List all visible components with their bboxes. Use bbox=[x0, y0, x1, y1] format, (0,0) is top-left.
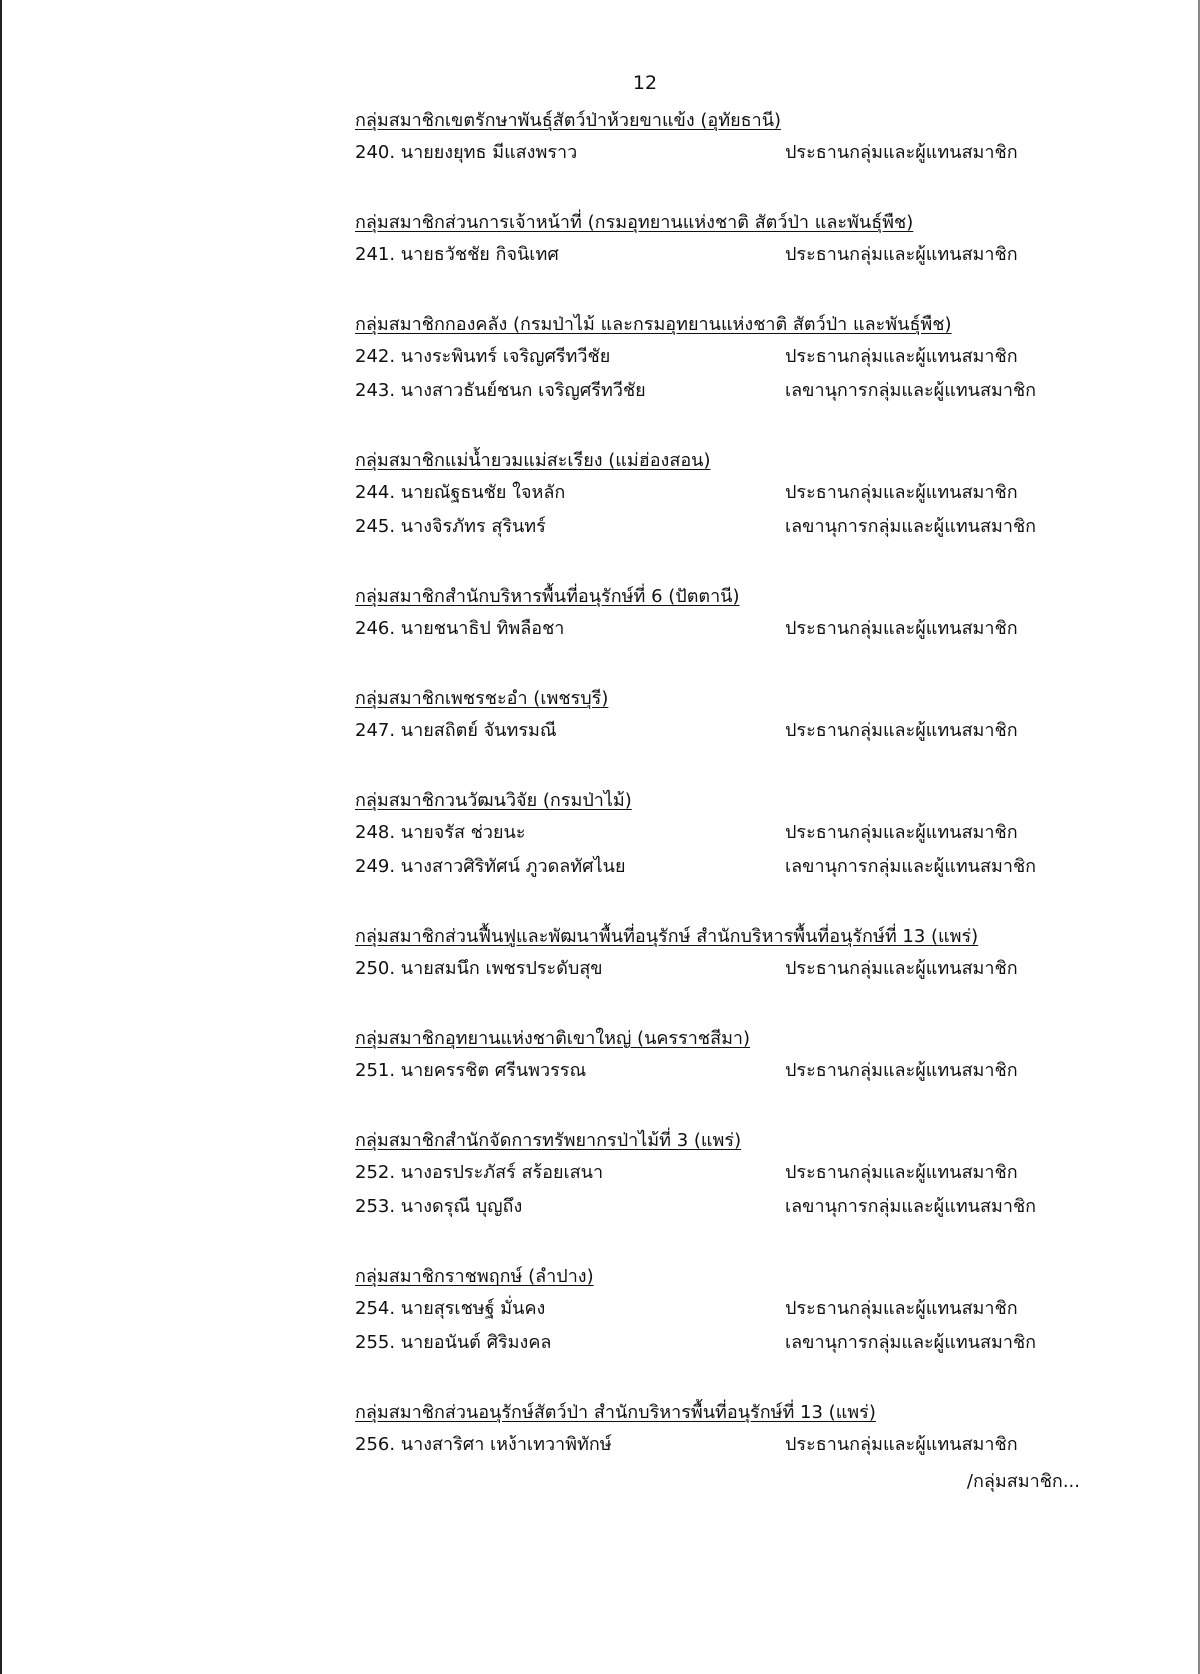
member-name: 252. นางอรประภัสร์ สร้อยเสนา bbox=[355, 1162, 604, 1183]
member-name: 247. นายสถิตย์ จันทรมณี bbox=[355, 720, 557, 741]
member-role: ประธานกลุ่มและผู้แทนสมาชิก bbox=[785, 958, 1018, 979]
member-row bbox=[355, 816, 1095, 850]
member-role: ประธานกลุ่มและผู้แทนสมาชิก bbox=[785, 822, 1018, 843]
group-title: กลุ่มสมาชิกราชพฤกษ์ (ลำปาง) bbox=[355, 1266, 594, 1287]
member-row bbox=[355, 1156, 1095, 1190]
group-title: กลุ่มสมาชิกสำนักบริหารพื้นที่อนุรักษ์ที่ 6 (ปัตตานี) bbox=[355, 586, 740, 607]
member-name: 254. นายสุรเชษฐ์ มั่นคง bbox=[355, 1298, 546, 1319]
group-title: กลุ่มสมาชิกเพชรชะอำ (เพชรบุรี) bbox=[355, 688, 609, 709]
group-title: กลุ่มสมาชิกแม่น้ำยวมแม่สะเรียง (แม่ฮ่องสอน) bbox=[355, 450, 711, 471]
member-name: 243. นางสาวธันย์ชนก เจริญศรีทวีชัย bbox=[355, 380, 646, 401]
group-title: กลุ่มสมาชิกสำนักจัดการทรัพยากรป่าไม้ที่ 3 (แพร่) bbox=[355, 1130, 742, 1151]
scan-left-edge bbox=[0, 0, 2, 1674]
member-name: 244. นายณัฐธนชัย ใจหลัก bbox=[355, 482, 566, 503]
member-name: 256. นางสาริศา เหง้าเทวาพิทักษ์ bbox=[355, 1434, 612, 1455]
member-row bbox=[355, 340, 1095, 374]
member-name: 249. นางสาวศิริทัศน์ ภูวดลทัศไนย bbox=[355, 856, 626, 877]
member-group bbox=[355, 446, 1095, 544]
member-row bbox=[355, 510, 1095, 544]
member-role: เลขานุการกลุ่มและผู้แทนสมาชิก bbox=[785, 516, 1037, 537]
member-group bbox=[355, 922, 1095, 986]
group-title: กลุ่มสมาชิกส่วนอนุรักษ์สัตว์ป่า สำนักบริหารพื้นที่อนุรักษ์ที่ 13 (แพร่) bbox=[355, 1402, 876, 1423]
member-name: 248. นายจรัส ช่วยนะ bbox=[355, 822, 526, 843]
group-title: กลุ่มสมาชิกเขตรักษาพันธุ์สัตว์ป่าห้วยขาแข้ง (อุทัยธานี) bbox=[355, 110, 782, 131]
member-name: 245. นางจิรภัทร สุรินทร์ bbox=[355, 516, 546, 537]
member-row bbox=[355, 850, 1095, 884]
member-group bbox=[355, 310, 1095, 408]
member-row bbox=[355, 374, 1095, 408]
member-name: 241. นายธวัชชัย กิจนิเทศ bbox=[355, 244, 559, 265]
member-group bbox=[355, 1126, 1095, 1224]
member-row bbox=[355, 476, 1095, 510]
group-title: กลุ่มสมาชิกส่วนการเจ้าหน้าที่ (กรมอุทยานแห่งชาติ สัตว์ป่า และพันธุ์พืช) bbox=[355, 212, 914, 233]
member-group bbox=[355, 684, 1095, 748]
member-group bbox=[355, 208, 1095, 272]
member-row bbox=[355, 1428, 1095, 1462]
member-role: ประธานกลุ่มและผู้แทนสมาชิก bbox=[785, 482, 1018, 503]
member-name: 253. นางดรุณี บุญถึง bbox=[355, 1196, 523, 1217]
member-row bbox=[355, 952, 1095, 986]
member-role: ประธานกลุ่มและผู้แทนสมาชิก bbox=[785, 142, 1018, 163]
member-role: เลขานุการกลุ่มและผู้แทนสมาชิก bbox=[785, 1332, 1037, 1353]
member-name: 251. นายครรชิต ศรีนพวรรณ bbox=[355, 1060, 587, 1081]
member-role: ประธานกลุ่มและผู้แทนสมาชิก bbox=[785, 346, 1018, 367]
member-group-list bbox=[355, 106, 1095, 1500]
member-role: ประธานกลุ่มและผู้แทนสมาชิก bbox=[785, 1298, 1018, 1319]
member-role: เลขานุการกลุ่มและผู้แทนสมาชิก bbox=[785, 856, 1037, 877]
member-row bbox=[355, 1190, 1095, 1224]
member-role: เลขานุการกลุ่มและผู้แทนสมาชิก bbox=[785, 1196, 1037, 1217]
member-name: 255. นายอนันต์ ศิริมงคล bbox=[355, 1332, 552, 1353]
member-name: 240. นายยงยุทธ มีแสงพราว bbox=[355, 142, 578, 163]
group-title: กลุ่มสมาชิกวนวัฒนวิจัย (กรมป่าไม้) bbox=[355, 790, 632, 811]
member-role: ประธานกลุ่มและผู้แทนสมาชิก bbox=[785, 618, 1018, 639]
member-role: ประธานกลุ่มและผู้แทนสมาชิก bbox=[785, 1162, 1018, 1183]
member-group bbox=[355, 106, 1095, 170]
continuation-note: /กลุ่มสมาชิก... bbox=[966, 1471, 1080, 1492]
member-group bbox=[355, 1398, 1095, 1462]
member-group bbox=[355, 1262, 1095, 1360]
member-role: ประธานกลุ่มและผู้แทนสมาชิก bbox=[785, 1060, 1018, 1081]
group-title: กลุ่มสมาชิกกองคลัง (กรมป่าไม้ และกรมอุทยานแห่งชาติ สัตว์ป่า และพันธุ์พืช) bbox=[355, 314, 952, 335]
group-title: กลุ่มสมาชิกอุทยานแห่งชาติเขาใหญ่ (นครราชสีมา) bbox=[355, 1028, 751, 1049]
member-name: 250. นายสมนึก เพชรประดับสุข bbox=[355, 958, 603, 979]
member-row bbox=[355, 136, 1095, 170]
member-row bbox=[355, 1054, 1095, 1088]
member-role: เลขานุการกลุ่มและผู้แทนสมาชิก bbox=[785, 380, 1037, 401]
member-row bbox=[355, 1292, 1095, 1326]
group-title: กลุ่มสมาชิกส่วนฟื้นฟูและพัฒนาพื้นที่อนุรักษ์ สำนักบริหารพื้นที่อนุรักษ์ที่ 13 (แพร่) bbox=[355, 926, 979, 947]
member-role: ประธานกลุ่มและผู้แทนสมาชิก bbox=[785, 244, 1018, 265]
member-group bbox=[355, 786, 1095, 884]
page-number: 12 bbox=[632, 72, 658, 94]
member-row bbox=[355, 612, 1095, 646]
member-row bbox=[355, 714, 1095, 748]
member-role: ประธานกลุ่มและผู้แทนสมาชิก bbox=[785, 720, 1018, 741]
member-group bbox=[355, 1024, 1095, 1088]
member-name: 246. นายชนาธิป ทิพลือชา bbox=[355, 618, 565, 639]
member-name: 242. นางระพินทร์ เจริญศรีทวีชัย bbox=[355, 346, 611, 367]
member-row bbox=[355, 238, 1095, 272]
member-role: ประธานกลุ่มและผู้แทนสมาชิก bbox=[785, 1434, 1018, 1455]
member-row bbox=[355, 1326, 1095, 1360]
member-group bbox=[355, 582, 1095, 646]
